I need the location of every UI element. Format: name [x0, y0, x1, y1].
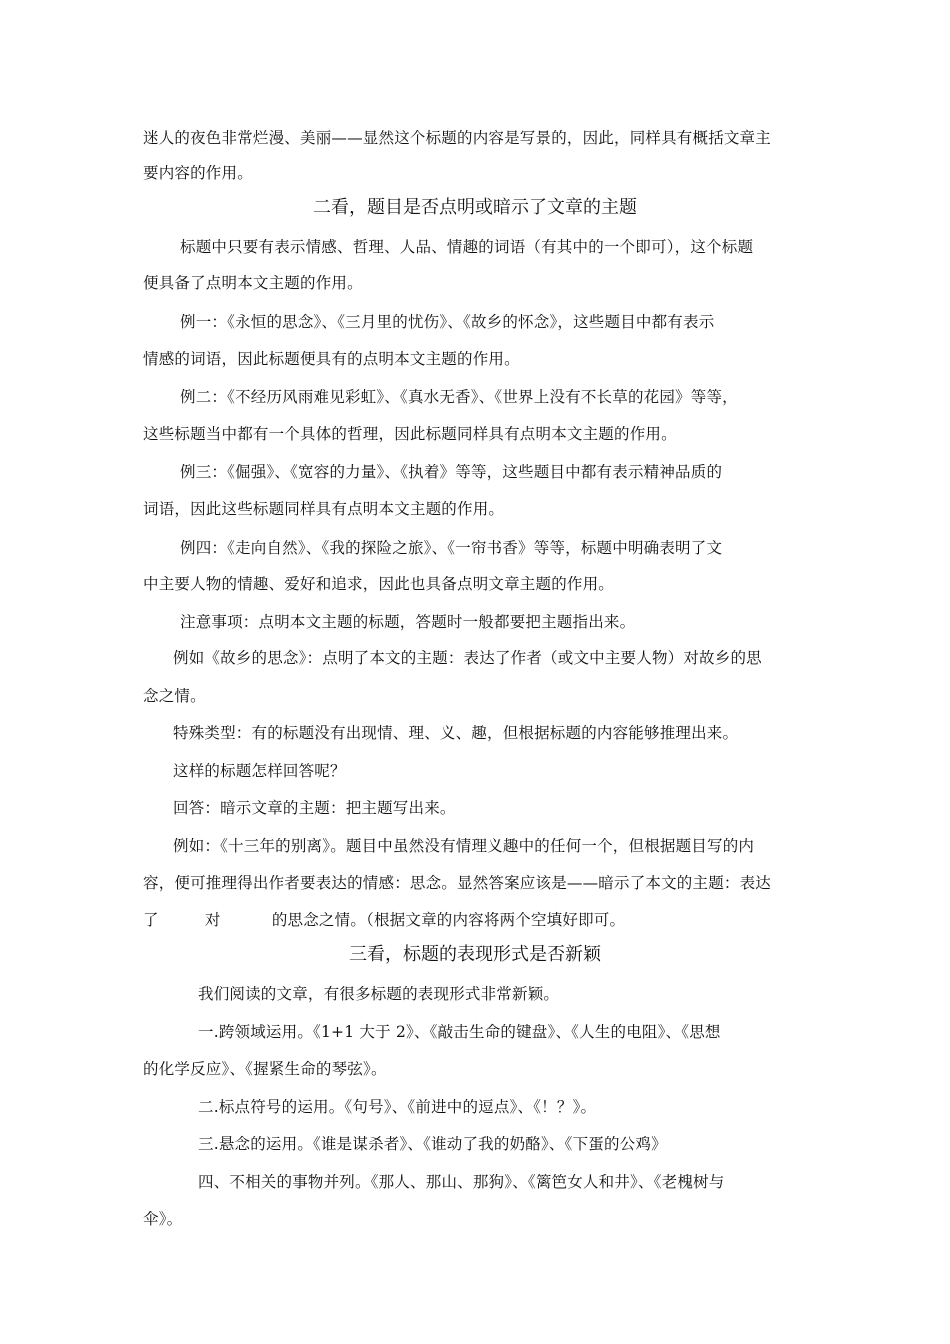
paragraph-line: 二.标点符号的运用。《句号》、《前进中的逗点》、《！？》。	[198, 1098, 597, 1116]
paragraph-line: 便具备了点明本文主题的作用。	[143, 274, 363, 292]
paragraph-line: 了 对 的思念之情。（根据文章的内容将两个空填好即可。	[143, 911, 626, 929]
paragraph-line: 容，便可推理得出作者要表达的情感：思念。显然答案应该是——暗示了本文的主题：表达	[143, 874, 772, 892]
section-heading-2: 二看，题目是否点明或暗示了文章的主题	[313, 197, 637, 218]
paragraph-line: 例如：《十三年的别离》。题目中虽然没有情理义趣中的任何一个，但根据题目写的内	[173, 837, 755, 855]
paragraph-line: 要内容的作用。	[143, 164, 253, 182]
paragraph-line: 的化学反应》、《握紧生命的琴弦》。	[143, 1060, 387, 1078]
paragraph-line: 四、不相关的事物并列。《那人、那山、那狗》、《篱笆女人和井》、《老槐树与	[198, 1173, 725, 1191]
paragraph-line: 念之情。	[143, 687, 206, 705]
paragraph-line: 例二：《不经历风雨难见彩虹》、《真水无香》、《世界上没有不长草的花园》等等，	[180, 388, 738, 406]
paragraph-line: 中主要人物的情趣、爱好和追求，因此也具备点明文章主题的作用。	[143, 575, 615, 593]
paragraph-line: 这些标题当中都有一个具体的哲理，因此标题同样具有点明本文主题的作用。	[143, 425, 677, 443]
paragraph-line: 例四：《走向自然》、《我的探险之旅》、《一帘书香》等等，标题中明确表明了文	[180, 539, 723, 557]
paragraph-line: 我们阅读的文章，有很多标题的表现形式非常新颖。	[198, 985, 560, 1003]
paragraph-line: 情感的词语，因此标题便具有的点明本文主题的作用。	[143, 350, 520, 368]
paragraph-line: 例如《故乡的思念》：点明了本文的主题：表达了作者（或文中主要人物）对故乡的思	[173, 649, 762, 667]
paragraph-line: 特殊类型：有的标题没有出现情、理、义、趣，但根据标题的内容能够推理出来。	[173, 724, 739, 742]
paragraph-line: 这样的标题怎样回答呢？	[173, 762, 346, 780]
paragraph-line: 回答：暗示文章的主题：把主题写出来。	[173, 799, 456, 817]
paragraph-line: 例三：《倔强》、《宽容的力量》、《执着》等等，这些题目中都有表示精神品质的	[180, 463, 723, 481]
paragraph-line: 一.跨领域运用。《1+1 大于 2》、《敲击生命的键盘》、《人生的电阻》、《思想	[198, 1023, 721, 1041]
paragraph-line: 三.悬念的运用。《谁是谋杀者》、《谁动了我的奶酪》、《下蛋的公鸡》	[198, 1135, 667, 1153]
paragraph-line: 例一：《永恒的思念》、《三月里的忧伤》、《故乡的怀念》，这些题目中都有表示	[180, 313, 715, 331]
paragraph-line: 词语，因此这些标题同样具有点明本文主题的作用。	[143, 500, 505, 518]
paragraph-line: 注意事项：点明本文主题的标题，答题时一般都要把主题指出来。	[180, 613, 636, 631]
section-heading-3: 三看，标题的表现形式是否新颖	[349, 944, 601, 965]
paragraph-line: 迷人的夜色非常烂漫、美丽——显然这个标题的内容是写景的，因此，同样具有概括文章主	[143, 129, 772, 147]
paragraph-line: 伞》。	[143, 1210, 183, 1228]
paragraph-line: 标题中只要有表示情感、哲理、人品、情趣的词语（有其中的一个即可），这个标题	[180, 238, 754, 256]
